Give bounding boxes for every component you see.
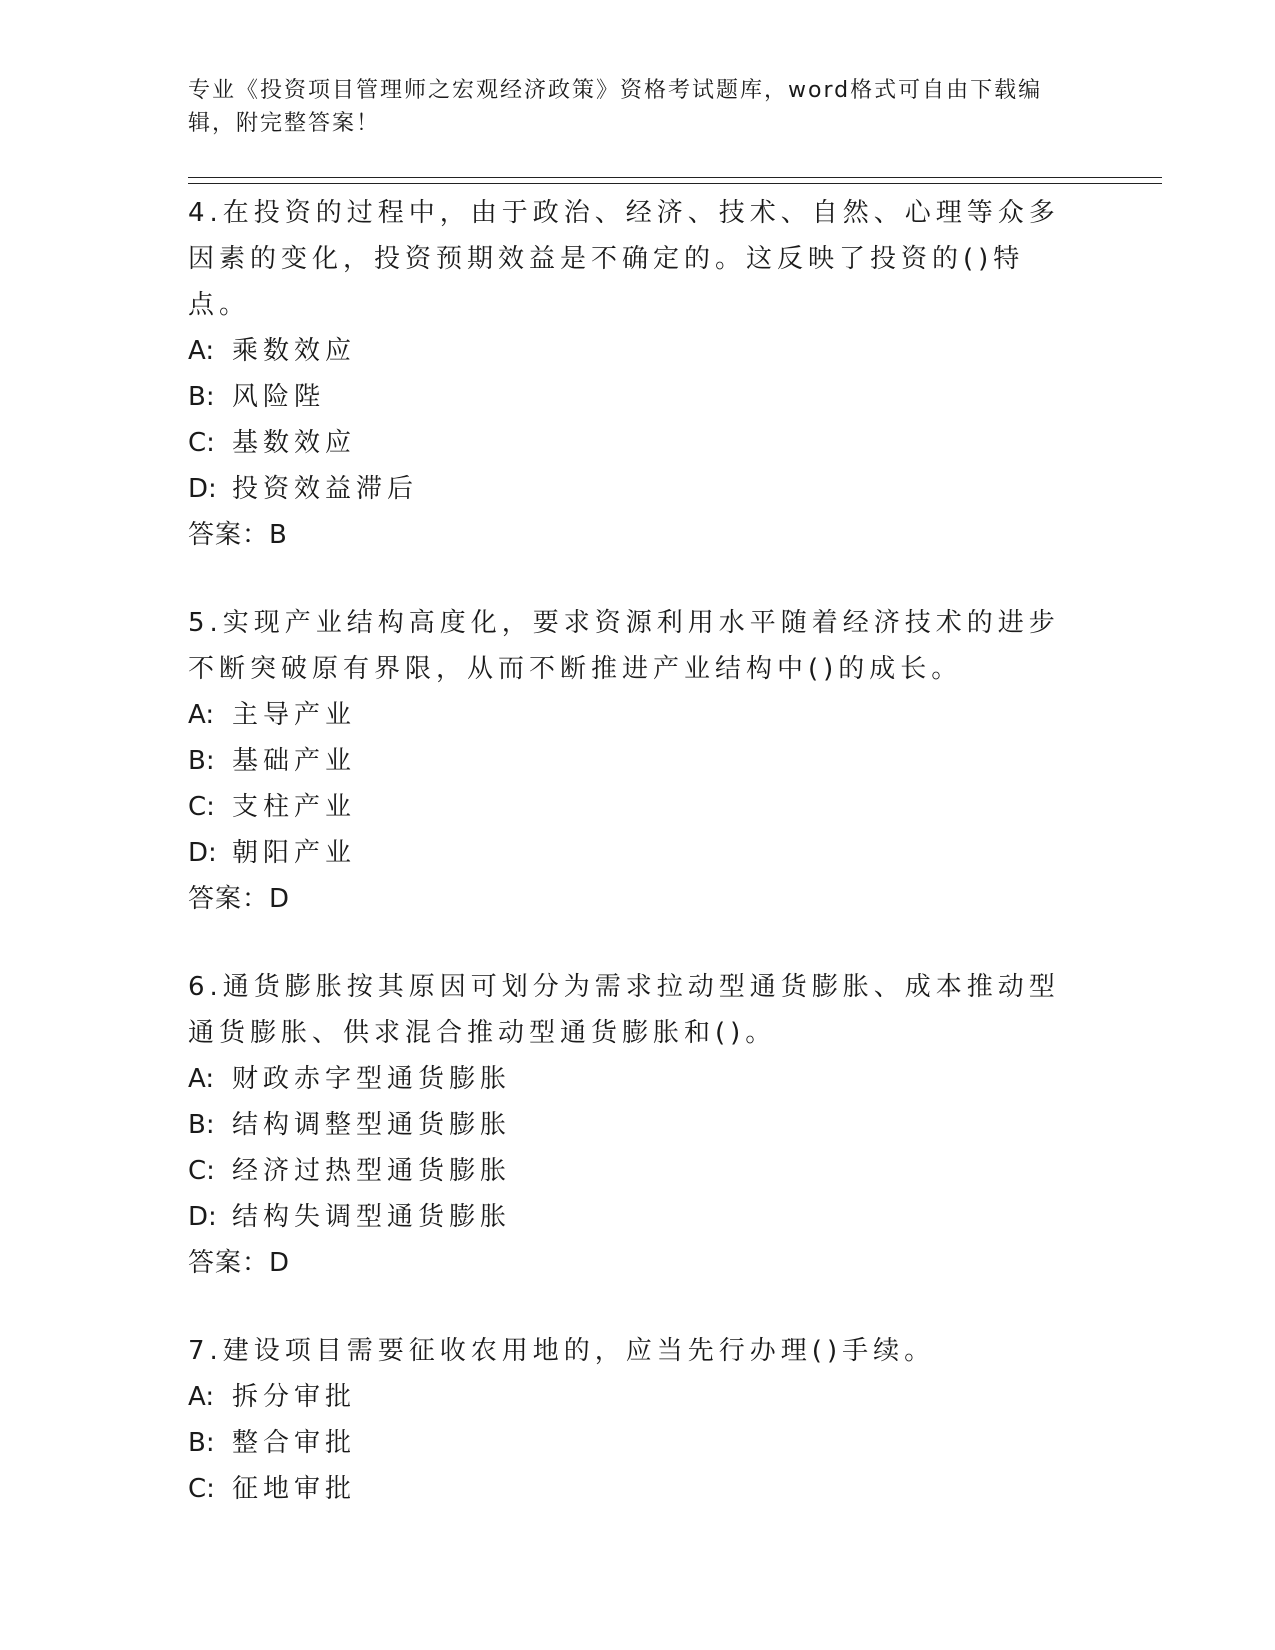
option-text: 结构失调型通货膨胀 xyxy=(232,1202,512,1232)
answer: 答案：B xyxy=(188,520,288,550)
option-a xyxy=(188,1374,1068,1420)
option-key: D: xyxy=(188,838,217,868)
question-stem: 4.在投资的过程中，由于政治、经济、技术、自然、心理等众多因素的变化，投资预期效益是不确定的。这反映了投资的()特点。 xyxy=(188,198,1060,320)
option-key: B: xyxy=(188,746,215,776)
answer: 答案：D xyxy=(188,1248,291,1278)
option-key: D: xyxy=(188,474,217,504)
question-stem: 7.建设项目需要征收农用地的，应当先行办理()手续。 xyxy=(188,1336,936,1366)
option-key: C: xyxy=(188,428,215,458)
option-key: A: xyxy=(188,1382,215,1412)
option-text: 风险陛 xyxy=(232,382,326,412)
option-b xyxy=(188,374,1068,420)
question-7 xyxy=(188,1328,1068,1512)
header-divider-bottom xyxy=(188,183,1162,184)
option-text: 征地审批 xyxy=(232,1474,357,1504)
option-key: C: xyxy=(188,1156,215,1186)
option-key: A: xyxy=(188,700,215,730)
option-key: A: xyxy=(188,1064,215,1094)
option-text: 结构调整型通货膨胀 xyxy=(232,1110,512,1140)
option-text: 拆分审批 xyxy=(232,1382,357,1412)
option-c xyxy=(188,420,1068,466)
option-text: 整合审批 xyxy=(232,1428,357,1458)
option-a xyxy=(188,328,1068,374)
question-stem: 6.通货膨胀按其原因可划分为需求拉动型通货膨胀、成本推动型通货膨胀、供求混合推动型通货膨胀和()。 xyxy=(188,972,1060,1048)
option-d xyxy=(188,830,1068,876)
option-d xyxy=(188,466,1068,512)
option-text: 支柱产业 xyxy=(232,792,357,822)
option-c xyxy=(188,784,1068,830)
option-text: 主导产业 xyxy=(232,700,357,730)
option-text: 基数效应 xyxy=(232,428,357,458)
option-a xyxy=(188,1056,1068,1102)
option-key: C: xyxy=(188,792,215,822)
question-5 xyxy=(188,600,1068,922)
option-text: 财政赤字型通货膨胀 xyxy=(232,1064,512,1094)
question-6 xyxy=(188,964,1068,1286)
option-text: 乘数效应 xyxy=(232,336,357,366)
option-key: C: xyxy=(188,1474,215,1504)
option-key: B: xyxy=(188,382,215,412)
option-key: B: xyxy=(188,1110,215,1140)
question-stem: 5.实现产业结构高度化，要求资源利用水平随着经济技术的进步不断突破原有界限，从而不断推进产业结构中()的成长。 xyxy=(188,608,1060,684)
header-divider-top xyxy=(188,177,1162,178)
option-d xyxy=(188,1194,1068,1240)
option-text: 基础产业 xyxy=(232,746,357,776)
option-b xyxy=(188,738,1068,784)
option-key: A: xyxy=(188,336,215,366)
option-key: B: xyxy=(188,1428,215,1458)
option-c xyxy=(188,1466,1068,1512)
option-b xyxy=(188,1102,1068,1148)
option-c xyxy=(188,1148,1068,1194)
option-b xyxy=(188,1420,1068,1466)
option-key: D: xyxy=(188,1202,217,1232)
option-a xyxy=(188,692,1068,738)
question-list xyxy=(188,190,1068,1554)
option-text: 朝阳产业 xyxy=(232,838,357,868)
option-text: 投资效益滞后 xyxy=(232,474,419,504)
document-header: 专业《投资项目管理师之宏观经济政策》资格考试题库，word格式可自由下载编辑，附完整答案！ xyxy=(188,78,1043,136)
option-text: 经济过热型通货膨胀 xyxy=(232,1156,512,1186)
answer: 答案：D xyxy=(188,884,291,914)
question-4 xyxy=(188,190,1068,558)
